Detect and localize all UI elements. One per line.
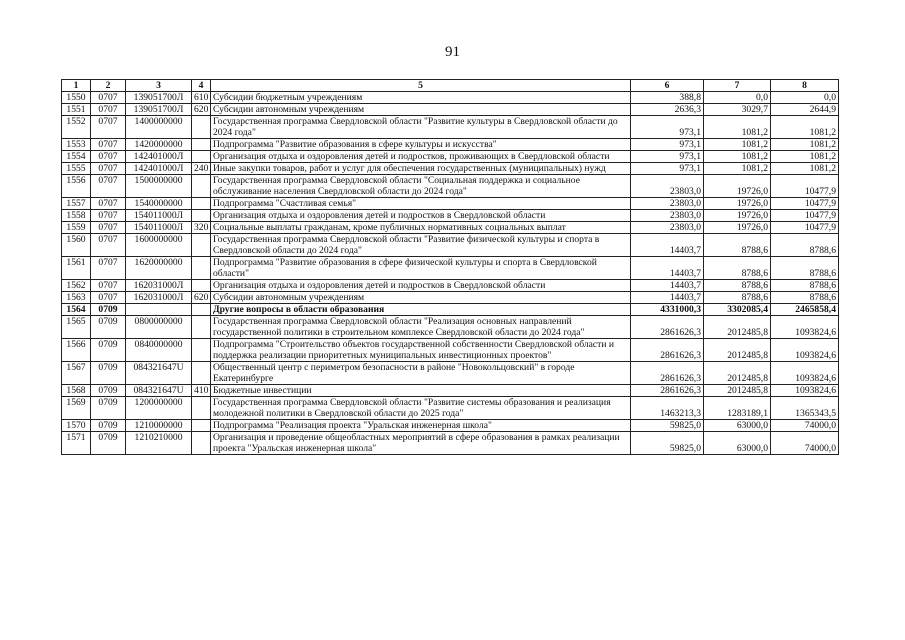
- item-name-cell: Государственная программа Свердловской области "Социальная поддержка и социальное обслуживание населения Свердловской области до 2024 года": [211, 175, 631, 198]
- table-row: [62, 432, 839, 455]
- section-code-cell: 0707: [91, 222, 126, 234]
- amount-cell-3: 8788,6: [771, 257, 839, 280]
- amount-cell-3: 2644,9: [771, 104, 839, 116]
- amount-cell-2: 8788,6: [704, 292, 771, 304]
- amount-cell-1: 973,1: [631, 139, 704, 151]
- table-row: [62, 116, 839, 139]
- expense-type-cell: 410: [192, 385, 211, 397]
- table-row: [62, 210, 839, 222]
- target-code-cell: 0800000000: [126, 316, 192, 339]
- amount-cell-1: 23803,0: [631, 175, 704, 198]
- amount-cell-2: 63000,0: [704, 432, 771, 455]
- section-code-cell: 0707: [91, 292, 126, 304]
- target-code-cell: 142401000Л: [126, 151, 192, 163]
- expense-type-cell: [192, 234, 211, 257]
- target-code-cell: 1540000000: [126, 198, 192, 210]
- expense-type-cell: 240: [192, 163, 211, 175]
- item-name-cell: Подпрограмма "Реализация проекта "Уральская инженерная школа": [211, 420, 631, 432]
- expense-type-cell: [192, 210, 211, 222]
- amount-cell-2: 63000,0: [704, 420, 771, 432]
- amount-cell-3: 1093824,6: [771, 362, 839, 385]
- item-name-cell: Государственная программа Свердловской области "Развитие культуры в Свердловской области до 2024 года": [211, 116, 631, 139]
- target-code-cell: 1400000000: [126, 116, 192, 139]
- expense-type-cell: 320: [192, 222, 211, 234]
- table-row: [62, 151, 839, 163]
- target-code-cell: 1420000000: [126, 139, 192, 151]
- amount-cell-1: 973,1: [631, 116, 704, 139]
- expense-type-cell: [192, 420, 211, 432]
- target-code-cell: 084321647U: [126, 385, 192, 397]
- row-number-cell: 1552: [62, 116, 91, 139]
- table-row: [62, 385, 839, 397]
- amount-cell-2: 19726,0: [704, 222, 771, 234]
- expense-type-cell: [192, 151, 211, 163]
- expense-type-cell: [192, 397, 211, 420]
- row-number-cell: 1558: [62, 210, 91, 222]
- amount-cell-2: 8788,6: [704, 280, 771, 292]
- amount-cell-2: 1081,2: [704, 139, 771, 151]
- row-number-cell: 1565: [62, 316, 91, 339]
- expense-type-cell: [192, 257, 211, 280]
- row-number-cell: 1557: [62, 198, 91, 210]
- amount-cell-1: 14403,7: [631, 234, 704, 257]
- row-number-cell: 1554: [62, 151, 91, 163]
- target-code-cell: 154011000Л: [126, 210, 192, 222]
- expense-type-cell: [192, 280, 211, 292]
- amount-cell-3: 1081,2: [771, 139, 839, 151]
- row-number-cell: 1562: [62, 280, 91, 292]
- target-code-cell: 154011000Л: [126, 222, 192, 234]
- amount-cell-3: 1081,2: [771, 116, 839, 139]
- amount-cell-1: 23803,0: [631, 222, 704, 234]
- item-name-cell: Организация и проведение общеобластных мероприятий в сфере образования в рамках реализации проекта "Уральская инженерная школа": [211, 432, 631, 455]
- expense-type-cell: [192, 432, 211, 455]
- column-header: 5: [211, 80, 631, 92]
- amount-cell-2: 19726,0: [704, 198, 771, 210]
- target-code-cell: 139051700Л: [126, 92, 192, 104]
- table-row: [62, 257, 839, 280]
- amount-cell-3: 1093824,6: [771, 339, 839, 362]
- amount-cell-3: 10477,9: [771, 198, 839, 210]
- amount-cell-2: 3302085,4: [704, 304, 771, 316]
- expense-type-cell: [192, 175, 211, 198]
- expense-type-cell: 610: [192, 92, 211, 104]
- amount-cell-1: 14403,7: [631, 280, 704, 292]
- row-number-cell: 1551: [62, 104, 91, 116]
- section-code-cell: 0707: [91, 210, 126, 222]
- amount-cell-2: 2012485,8: [704, 362, 771, 385]
- row-number-cell: 1571: [62, 432, 91, 455]
- section-code-cell: 0709: [91, 432, 126, 455]
- item-name-cell: Социальные выплаты гражданам, кроме публичных нормативных социальных выплат: [211, 222, 631, 234]
- table-row: [62, 234, 839, 257]
- row-number-cell: 1563: [62, 292, 91, 304]
- section-code-cell: 0709: [91, 339, 126, 362]
- item-name-cell: Подпрограмма "Развитие образования в сфере культуры и искусства": [211, 139, 631, 151]
- table-row: [62, 362, 839, 385]
- amount-cell-3: 8788,6: [771, 280, 839, 292]
- item-name-cell: Субсидии бюджетным учреждениям: [211, 92, 631, 104]
- target-code-cell: 139051700Л: [126, 104, 192, 116]
- item-name-cell: Подпрограмма "Строительство объектов государственной собственности Свердловской области и поддержка реализации приоритетных муниципальных инвестиционных проектов": [211, 339, 631, 362]
- table-row: [62, 292, 839, 304]
- section-code-cell: 0707: [91, 234, 126, 257]
- amount-cell-1: 2861626,3: [631, 339, 704, 362]
- target-code-cell: 1600000000: [126, 234, 192, 257]
- amount-cell-3: 74000,0: [771, 420, 839, 432]
- amount-cell-3: 74000,0: [771, 432, 839, 455]
- target-code-cell: 162031000Л: [126, 280, 192, 292]
- section-code-cell: 0707: [91, 92, 126, 104]
- amount-cell-1: 973,1: [631, 163, 704, 175]
- row-number-cell: 1556: [62, 175, 91, 198]
- target-code-cell: 1200000000: [126, 397, 192, 420]
- table-row: [62, 420, 839, 432]
- amount-cell-3: 8788,6: [771, 234, 839, 257]
- row-number-cell: 1560: [62, 234, 91, 257]
- amount-cell-1: 2861626,3: [631, 385, 704, 397]
- amount-cell-2: 8788,6: [704, 257, 771, 280]
- amount-cell-1: 1463213,3: [631, 397, 704, 420]
- amount-cell-2: 1081,2: [704, 163, 771, 175]
- amount-cell-3: 1365343,5: [771, 397, 839, 420]
- row-number-cell: 1569: [62, 397, 91, 420]
- row-number-cell: 1566: [62, 339, 91, 362]
- expense-type-cell: [192, 339, 211, 362]
- amount-cell-2: 19726,0: [704, 210, 771, 222]
- target-code-cell: [126, 304, 192, 316]
- table-body: [62, 92, 839, 455]
- expense-type-cell: [192, 304, 211, 316]
- column-header: 8: [771, 80, 839, 92]
- amount-cell-3: 1093824,6: [771, 316, 839, 339]
- expense-type-cell: [192, 316, 211, 339]
- amount-cell-2: 3029,7: [704, 104, 771, 116]
- section-code-cell: 0709: [91, 420, 126, 432]
- amount-cell-1: 973,1: [631, 151, 704, 163]
- section-code-cell: 0707: [91, 104, 126, 116]
- section-code-cell: 0709: [91, 397, 126, 420]
- amount-cell-2: 2012485,8: [704, 385, 771, 397]
- row-number-cell: 1567: [62, 362, 91, 385]
- table-row: [62, 139, 839, 151]
- page-number: 91: [445, 44, 460, 60]
- table-row: [62, 316, 839, 339]
- amount-cell-1: 14403,7: [631, 292, 704, 304]
- amount-cell-3: 2465858,4: [771, 304, 839, 316]
- expense-type-cell: [192, 362, 211, 385]
- column-header: 1: [62, 80, 91, 92]
- table-row: [62, 92, 839, 104]
- row-number-cell: 1559: [62, 222, 91, 234]
- expense-type-cell: 620: [192, 292, 211, 304]
- section-code-cell: 0707: [91, 257, 126, 280]
- section-code-cell: 0709: [91, 316, 126, 339]
- amount-cell-2: 19726,0: [704, 175, 771, 198]
- table-row: [62, 198, 839, 210]
- expense-type-cell: [192, 198, 211, 210]
- item-name-cell: Иные закупки товаров, работ и услуг для обеспечения государственных (муниципальных) нужд: [211, 163, 631, 175]
- item-name-cell: Бюджетные инвестиции: [211, 385, 631, 397]
- amount-cell-3: 10477,9: [771, 222, 839, 234]
- column-header: 2: [91, 80, 126, 92]
- amount-cell-1: 2636,3: [631, 104, 704, 116]
- item-name-cell: Государственная программа Свердловской области "Развитие физической культуры и спорта в Свердловской области до 2024 года": [211, 234, 631, 257]
- section-code-cell: 0707: [91, 151, 126, 163]
- table-row: [62, 163, 839, 175]
- target-code-cell: 1500000000: [126, 175, 192, 198]
- table-row: [62, 175, 839, 198]
- amount-cell-2: 2012485,8: [704, 316, 771, 339]
- section-code-cell: 0709: [91, 362, 126, 385]
- item-name-cell: Общественный центр с периметром безопасности в районе "Новокольцовский" в городе Екатеринбурге: [211, 362, 631, 385]
- target-code-cell: 162031000Л: [126, 292, 192, 304]
- amount-cell-1: 2861626,3: [631, 316, 704, 339]
- amount-cell-1: 59825,0: [631, 432, 704, 455]
- row-number-cell: 1553: [62, 139, 91, 151]
- target-code-cell: 142401000Л: [126, 163, 192, 175]
- section-code-cell: 0707: [91, 198, 126, 210]
- column-header: 3: [126, 80, 192, 92]
- target-code-cell: 0840000000: [126, 339, 192, 362]
- amount-cell-1: 4331000,3: [631, 304, 704, 316]
- section-code-cell: 0709: [91, 304, 126, 316]
- amount-cell-2: 2012485,8: [704, 339, 771, 362]
- section-code-cell: 0707: [91, 175, 126, 198]
- row-number-cell: 1555: [62, 163, 91, 175]
- row-number-cell: 1561: [62, 257, 91, 280]
- amount-cell-1: 2861626,3: [631, 362, 704, 385]
- section-code-cell: 0707: [91, 116, 126, 139]
- row-number-cell: 1570: [62, 420, 91, 432]
- table-row: [62, 104, 839, 116]
- item-name-cell: Подпрограмма "Развитие образования в сфере физической культуры и спорта в Свердловской области": [211, 257, 631, 280]
- table-header-row: [62, 80, 839, 92]
- table-row: [62, 280, 839, 292]
- row-number-cell: 1564: [62, 304, 91, 316]
- amount-cell-2: 1081,2: [704, 151, 771, 163]
- amount-cell-2: 0,0: [704, 92, 771, 104]
- amount-cell-3: 8788,6: [771, 292, 839, 304]
- amount-cell-1: 23803,0: [631, 198, 704, 210]
- item-name-cell: Подпрограмма "Счастливая семья": [211, 198, 631, 210]
- target-code-cell: 084321647U: [126, 362, 192, 385]
- amount-cell-2: 1081,2: [704, 116, 771, 139]
- item-name-cell: Другие вопросы в области образования: [211, 304, 631, 316]
- amount-cell-1: 23803,0: [631, 210, 704, 222]
- table-row: [62, 304, 839, 316]
- amount-cell-1: 14403,7: [631, 257, 704, 280]
- column-header: 7: [704, 80, 771, 92]
- amount-cell-1: 388,8: [631, 92, 704, 104]
- table-row: [62, 339, 839, 362]
- column-header: 4: [192, 80, 211, 92]
- amount-cell-1: 59825,0: [631, 420, 704, 432]
- item-name-cell: Государственная программа Свердловской области "Развитие системы образования и реализация молодежной политики в Свердловской области до 2025 года": [211, 397, 631, 420]
- amount-cell-3: 0,0: [771, 92, 839, 104]
- item-name-cell: Организация отдыха и оздоровления детей и подростков в Свердловской области: [211, 210, 631, 222]
- target-code-cell: 1210000000: [126, 420, 192, 432]
- expense-type-cell: [192, 116, 211, 139]
- target-code-cell: 1620000000: [126, 257, 192, 280]
- section-code-cell: 0707: [91, 280, 126, 292]
- section-code-cell: 0707: [91, 139, 126, 151]
- amount-cell-3: 1081,2: [771, 163, 839, 175]
- section-code-cell: 0707: [91, 163, 126, 175]
- table-row: [62, 397, 839, 420]
- amount-cell-3: 1081,2: [771, 151, 839, 163]
- budget-table: [61, 79, 839, 455]
- expense-type-cell: 620: [192, 104, 211, 116]
- column-header: 6: [631, 80, 704, 92]
- section-code-cell: 0709: [91, 385, 126, 397]
- target-code-cell: 1210210000: [126, 432, 192, 455]
- item-name-cell: Государственная программа Свердловской области "Реализация основных направлений государственной политики в строительном комплексе Свердловской области до 2024 года": [211, 316, 631, 339]
- row-number-cell: 1550: [62, 92, 91, 104]
- amount-cell-3: 10477,9: [771, 210, 839, 222]
- item-name-cell: Организация отдыха и оздоровления детей и подростков, проживающих в Свердловской области: [211, 151, 631, 163]
- expense-type-cell: [192, 139, 211, 151]
- table-row: [62, 222, 839, 234]
- item-name-cell: Организация отдыха и оздоровления детей и подростков в Свердловской области: [211, 280, 631, 292]
- item-name-cell: Субсидии автономным учреждениям: [211, 104, 631, 116]
- amount-cell-2: 8788,6: [704, 234, 771, 257]
- item-name-cell: Субсидии автономным учреждениям: [211, 292, 631, 304]
- amount-cell-3: 1093824,6: [771, 385, 839, 397]
- row-number-cell: 1568: [62, 385, 91, 397]
- amount-cell-3: 10477,9: [771, 175, 839, 198]
- amount-cell-2: 1283189,1: [704, 397, 771, 420]
